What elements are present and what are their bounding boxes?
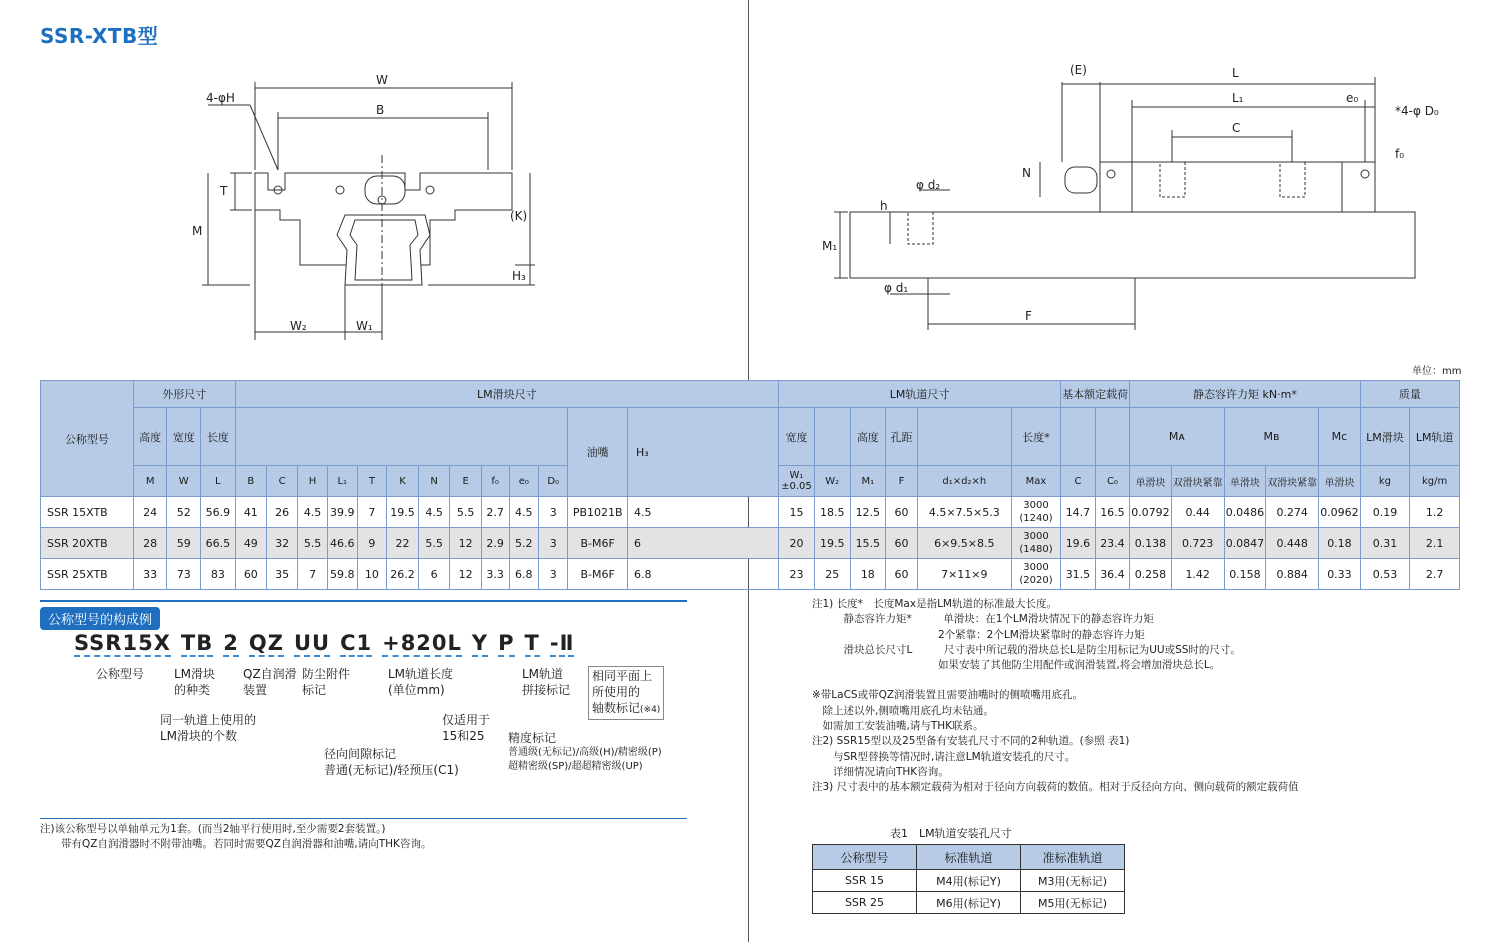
note-line: 注3) 尺寸表中的基本额定载荷为相对于径向方向载荷的数值。相对于反径向方向、侧向载荷的额定载荷值 bbox=[812, 781, 1299, 794]
cell-F: 60 bbox=[886, 497, 918, 528]
notes-right bbox=[812, 597, 1299, 796]
dim-W1: W₁ bbox=[356, 319, 373, 333]
th-load: 基本额定载荷 bbox=[1061, 381, 1130, 408]
section-rule-left bbox=[40, 600, 687, 602]
cell-L: 66.5 bbox=[201, 528, 236, 559]
cell-N: 5.5 bbox=[418, 528, 449, 559]
cell-T: 9 bbox=[357, 528, 386, 559]
table-row bbox=[41, 559, 1460, 590]
cell-nipple: B-M6F bbox=[568, 559, 628, 590]
cell-ma2: 0.44 bbox=[1171, 497, 1224, 528]
note-line: 注2) SSR15型以及25型备有安装孔尺寸不同的2种轨道。(参照 表1) bbox=[812, 735, 1130, 748]
th-width: 宽度 bbox=[167, 408, 201, 466]
cell-M: 33 bbox=[133, 559, 167, 590]
dim-H3: H₃ bbox=[512, 269, 526, 283]
cell-F: 60 bbox=[886, 559, 918, 590]
dim-W2: W₂ bbox=[290, 319, 307, 333]
side-view-svg bbox=[820, 62, 1480, 332]
cell-H3: 4.5 bbox=[628, 497, 779, 528]
cell-f0: 2.7 bbox=[481, 497, 509, 528]
note-line: 静态容许力矩* 单滑块：在1个LM滑块情况下的静态容许力矩 bbox=[812, 613, 1154, 626]
cell-L: 83 bbox=[201, 559, 236, 590]
table-row bbox=[41, 497, 1460, 528]
t1-th-model: 公称型号 bbox=[813, 845, 917, 870]
code-part: SSR15X bbox=[74, 631, 171, 655]
cell-mc: 0.18 bbox=[1319, 528, 1361, 559]
cell-W1: 15 bbox=[779, 497, 815, 528]
dim-E: (E) bbox=[1070, 63, 1087, 77]
cell-max: 3000 (2020) bbox=[1011, 559, 1060, 590]
note-line: 详细情况请向THK咨询。 bbox=[812, 765, 949, 778]
cell-L1: 46.6 bbox=[327, 528, 357, 559]
cell-F: 60 bbox=[886, 528, 918, 559]
dim-M: M bbox=[192, 224, 203, 238]
cell-ma1: 0.0792 bbox=[1130, 497, 1172, 528]
cell-mb2: 0.884 bbox=[1266, 559, 1319, 590]
cell-e0: 4.5 bbox=[509, 497, 539, 528]
cell-K: 19.5 bbox=[387, 497, 419, 528]
lbl-qz: QZ自润滑 装置 bbox=[243, 667, 297, 697]
cell-e0: 5.2 bbox=[509, 528, 539, 559]
code-part: Y bbox=[471, 631, 489, 655]
cell-H: 5.5 bbox=[298, 528, 328, 559]
cell-T: 7 bbox=[357, 497, 386, 528]
dim-W: W bbox=[376, 73, 388, 87]
th-block: LM滑块尺寸 bbox=[235, 381, 778, 408]
code-part: P bbox=[498, 631, 515, 655]
dim-T: T bbox=[220, 184, 228, 198]
dim-K: (K) bbox=[510, 209, 528, 223]
note-line: 与SR型替换等情况时,请注意LM轨道安装孔的尺寸。 bbox=[812, 750, 1076, 763]
th-rail-height: 高度 bbox=[850, 408, 886, 466]
cell-B: 41 bbox=[235, 497, 266, 528]
cell-W: 73 bbox=[167, 559, 201, 590]
lbl-rail-len: LM轨道长度 (单位mm) bbox=[388, 667, 454, 697]
lbl-count: 同一轨道上使用的 LM滑块的个数 bbox=[160, 713, 257, 743]
cell-B: 60 bbox=[235, 559, 266, 590]
code-part: UU bbox=[293, 631, 331, 655]
note-line: ※带LaCS或带QZ润滑装置且需要油嘴时的侧喷嘴用底孔。 bbox=[812, 689, 1084, 702]
code-part: QZ bbox=[248, 631, 284, 655]
cell-E: 12 bbox=[450, 559, 481, 590]
dim-L: L bbox=[1232, 66, 1239, 80]
cell-mass_r: 2.7 bbox=[1410, 559, 1460, 590]
lbl-accuracy: 精度标记 bbox=[508, 731, 557, 745]
note-line: 滑块总长尺寸L 尺寸表中所记载的滑块总长L是防尘用标记为UU或SS时的尺寸。 bbox=[812, 643, 1241, 656]
cell-mass_b: 0.19 bbox=[1360, 497, 1410, 528]
cell-H: 4.5 bbox=[298, 497, 328, 528]
cell-mb2: 0.448 bbox=[1266, 528, 1319, 559]
cell-W2: 19.5 bbox=[814, 528, 850, 559]
dim-L1: L₁ bbox=[1232, 91, 1244, 105]
cell-mb1: 0.0847 bbox=[1224, 528, 1266, 559]
lbl-clearance: 径向间隙标记 普通(无标记)/轻预压(C1) bbox=[324, 747, 459, 777]
th-block-mass: LM滑块 bbox=[1360, 408, 1410, 466]
side-view-drawing bbox=[820, 62, 1480, 332]
cell-N: 4.5 bbox=[418, 497, 449, 528]
th-rail: LM轨道尺寸 bbox=[779, 381, 1061, 408]
cell-nipple: B-M6F bbox=[568, 528, 628, 559]
lbl-accuracy-detail: 普通级(无标记)/高级(H)/精密级(P) 超精密级(SP)/超超精密级(UP) bbox=[508, 747, 662, 772]
cell-M: 24 bbox=[133, 497, 167, 528]
th-moment: 静态容许力矩 kN·m* bbox=[1130, 381, 1361, 408]
th-rail-mass: LM轨道 bbox=[1410, 408, 1460, 466]
cell-M1: 18 bbox=[850, 559, 886, 590]
dim-B: B bbox=[376, 103, 385, 117]
note-line: 注1) 长度* 长度Max是指LM轨道的标准最大长度。 bbox=[812, 598, 1057, 610]
cell-ma2: 1.42 bbox=[1171, 559, 1224, 590]
example-badge: 公称型号的构成例 bbox=[40, 607, 160, 630]
page-title: SSR-XTB型 bbox=[40, 24, 159, 48]
cell-K: 26.2 bbox=[387, 559, 419, 590]
dim-d1: φ d₁ bbox=[884, 281, 909, 295]
cell-E: 5.5 bbox=[450, 497, 481, 528]
note-line: 除上述以外,侧喷嘴用底孔均未钻通。 bbox=[812, 704, 994, 717]
cell-M1: 12.5 bbox=[850, 497, 886, 528]
th-pitch: 孔距 bbox=[886, 408, 918, 466]
cell-d: 7×11×9 bbox=[917, 559, 1011, 590]
note-left: 注)该公称型号以单轴单元为1套。(而当2轴平行使用时,至少需要2套装置。) 带有QZ自润滑器时不附带油嘴。若同时需要QZ自润滑器和油嘴,请向THK咨询。 bbox=[40, 823, 432, 851]
note-line: 2个紧靠：2个LM滑块紧靠时的静态容许力矩 bbox=[812, 628, 1145, 641]
cell-mass_b: 0.31 bbox=[1360, 528, 1410, 559]
lbl-dust: 防尘附件 标记 bbox=[302, 667, 351, 697]
dim-F: F bbox=[1025, 309, 1032, 323]
cell-mass_r: 1.2 bbox=[1410, 497, 1460, 528]
th-mc: Mᴄ bbox=[1319, 408, 1361, 466]
dim-N: N bbox=[1022, 166, 1031, 180]
cell-Cv: 19.6 bbox=[1061, 528, 1096, 559]
dim-e0: e₀ bbox=[1346, 91, 1359, 105]
th-length: 长度 bbox=[201, 408, 236, 466]
th-mass: 质量 bbox=[1360, 381, 1459, 408]
dim-D0: *4-φ D₀ bbox=[1395, 104, 1439, 118]
cell-W2: 18.5 bbox=[814, 497, 850, 528]
code-part: 2 bbox=[223, 631, 239, 655]
cell-f0: 2.9 bbox=[481, 528, 509, 559]
table1 bbox=[812, 844, 1125, 914]
note-line: 如需加工安装油嘴,请与THK联系。 bbox=[812, 720, 984, 733]
cell-W: 52 bbox=[167, 497, 201, 528]
cell-mb1: 0.0486 bbox=[1224, 497, 1266, 528]
cell-model: SSR 25XTB bbox=[41, 559, 134, 590]
cell-W1: 23 bbox=[779, 559, 815, 590]
lbl-axis: 相同平面上 所使用的 轴数标记(※4) bbox=[588, 666, 664, 720]
th-length-max: 长度* bbox=[1011, 408, 1060, 466]
code-part: C1 bbox=[340, 631, 373, 655]
cell-mc: 0.33 bbox=[1319, 559, 1361, 590]
cell-W: 59 bbox=[167, 528, 201, 559]
code-part: T bbox=[524, 631, 540, 655]
th-nipple: 油嘴 bbox=[568, 408, 628, 497]
th-outer: 外形尺寸 bbox=[133, 381, 235, 408]
table-row bbox=[41, 528, 1460, 559]
cell-C0: 16.5 bbox=[1095, 497, 1130, 528]
cell-e0: 6.8 bbox=[509, 559, 539, 590]
unit-label: 单位：mm bbox=[1412, 366, 1462, 377]
dim-4H: 4-φH bbox=[206, 91, 235, 105]
code-part: -Ⅱ bbox=[549, 631, 575, 655]
cell-T: 10 bbox=[357, 559, 386, 590]
th-model: 公称型号 bbox=[41, 381, 134, 497]
lbl-joint: LM轨道 拼接标记 bbox=[522, 667, 571, 697]
cell-model: SSR 15XTB bbox=[41, 497, 134, 528]
th-height: 高度 bbox=[133, 408, 167, 466]
dim-h: h bbox=[880, 199, 888, 213]
cell-C0: 36.4 bbox=[1095, 559, 1130, 590]
cell-E: 12 bbox=[450, 528, 481, 559]
cell-C: 35 bbox=[266, 559, 297, 590]
dim-f0: f₀ bbox=[1395, 147, 1405, 161]
cell-mb1: 0.158 bbox=[1224, 559, 1266, 590]
th-H3: H₃ bbox=[628, 408, 779, 497]
cell-M1: 15.5 bbox=[850, 528, 886, 559]
th-rail-width: 宽度 bbox=[779, 408, 815, 466]
cell-Cv: 31.5 bbox=[1061, 559, 1096, 590]
cell-d: 6×9.5×8.5 bbox=[917, 528, 1011, 559]
cell-D0: 3 bbox=[539, 559, 568, 590]
dim-M1: M₁ bbox=[822, 239, 838, 253]
spec-rows bbox=[41, 497, 1460, 590]
note-line: 如果安装了其他防尘用配件或润滑装置,将会增加滑块总长L。 bbox=[812, 659, 1221, 672]
cell-ma2: 0.723 bbox=[1171, 528, 1224, 559]
cell-K: 22 bbox=[387, 528, 419, 559]
model-code bbox=[74, 631, 584, 657]
lbl-y: 仅适用于 15和25 bbox=[442, 713, 491, 743]
cell-D0: 3 bbox=[539, 497, 568, 528]
t1-th-standard: 标准轨道 bbox=[917, 845, 1021, 870]
cell-H3: 6 bbox=[628, 528, 779, 559]
cross-section-svg bbox=[190, 70, 550, 345]
th-mb: Mʙ bbox=[1224, 408, 1319, 466]
dim-C: C bbox=[1232, 121, 1241, 135]
cell-L1: 59.8 bbox=[327, 559, 357, 590]
code-part: +820L bbox=[382, 631, 462, 655]
t1-th-semi: 准标准轨道 bbox=[1021, 845, 1125, 870]
lbl-model: 公称型号 bbox=[96, 667, 145, 681]
cell-H3: 6.8 bbox=[628, 559, 779, 590]
table-row: SSR 25 M6用(标记Y) M5用(无标记) bbox=[813, 892, 1125, 914]
code-part: TB bbox=[180, 631, 214, 655]
cell-f0: 3.3 bbox=[481, 559, 509, 590]
cell-model: SSR 20XTB bbox=[41, 528, 134, 559]
cell-mass_r: 2.1 bbox=[1410, 528, 1460, 559]
cell-ma1: 0.258 bbox=[1130, 559, 1172, 590]
cross-section-drawing bbox=[190, 70, 550, 345]
cell-d: 4.5×7.5×5.3 bbox=[917, 497, 1011, 528]
cell-nipple: PB1021B bbox=[568, 497, 628, 528]
lbl-block-type: LM滑块 的种类 bbox=[174, 667, 216, 697]
cell-C: 32 bbox=[266, 528, 297, 559]
cell-W1: 20 bbox=[779, 528, 815, 559]
cell-W2: 25 bbox=[814, 559, 850, 590]
cell-L1: 39.9 bbox=[327, 497, 357, 528]
cell-mc: 0.0962 bbox=[1319, 497, 1361, 528]
cell-max: 3000 (1240) bbox=[1011, 497, 1060, 528]
cell-C: 26 bbox=[266, 497, 297, 528]
cell-B: 49 bbox=[235, 528, 266, 559]
cell-M: 28 bbox=[133, 528, 167, 559]
th-ma: Mᴀ bbox=[1130, 408, 1225, 466]
cell-max: 3000 (1480) bbox=[1011, 528, 1060, 559]
cell-D0: 3 bbox=[539, 528, 568, 559]
cell-Cv: 14.7 bbox=[1061, 497, 1096, 528]
dim-d2: φ d₂ bbox=[916, 178, 941, 192]
table1-caption: 表1 LM轨道安装孔尺寸 bbox=[890, 827, 1012, 840]
cell-ma1: 0.138 bbox=[1130, 528, 1172, 559]
cell-N: 6 bbox=[418, 559, 449, 590]
table-row: SSR 15 M4用(标记Y) M3用(无标记) bbox=[813, 870, 1125, 892]
note-rule-left bbox=[40, 818, 687, 819]
cell-mass_b: 0.53 bbox=[1360, 559, 1410, 590]
spec-table: 公称型号 外形尺寸 LM滑块尺寸 LM轨道尺寸 基本额定载荷 静态容许力矩 kN·m* 质量 高度 宽度 长度 油嘴 H₃ 宽度 高度 孔距 长度* Mᴀ Mʙ Mᴄ LM滑块 LM轨道 M W L B C H L₁ T K N E f₀ e₀ D₀ W₁ ±0.05 W₂ M₁ F d₁×d₂×h Max C C₀ 单滑块 双滑块紧靠 单滑块 双滑块紧靠 单滑块 kg kg/m SSR 15XTB 24 52 56.9 41 26 4.5 39.9 7 19.5 4.5 5.5 2.7 4.5 3 PB1021B 4.5 15 18.5 12.5 60 4.5×7.5×5.3 3000 (1240) 14.7 16.5 0.0792 0.44 0.0486 0.274 0.0962 0.19 1.2 SSR 20XTB 28 59 66.5 49 32 5.5 46.6 9 22 5.5 12 2.9 5.2 3 B-M6F 6 20 19.5 15.5 60 6×9.5×8.5 3000 (1480) 19.6 23.4 0.138 0.723 0.0847 0.448 0.18 0.31 2.1 SSR 25XTB 33 73 83 60 35 7 59.8 10 26.2 6 12 3.3 6.8 3 B-M6F 6.8 23 25 18 60 7×11×9 3000 (2020) 31.5 36.4 0.258 1.42 0.158 0.884 0.33 0.53 2.7 bbox=[40, 380, 1460, 590]
cell-L: 56.9 bbox=[201, 497, 236, 528]
cell-mb2: 0.274 bbox=[1266, 497, 1319, 528]
cell-C0: 23.4 bbox=[1095, 528, 1130, 559]
note-line bbox=[812, 673, 1299, 688]
cell-H: 7 bbox=[298, 559, 328, 590]
